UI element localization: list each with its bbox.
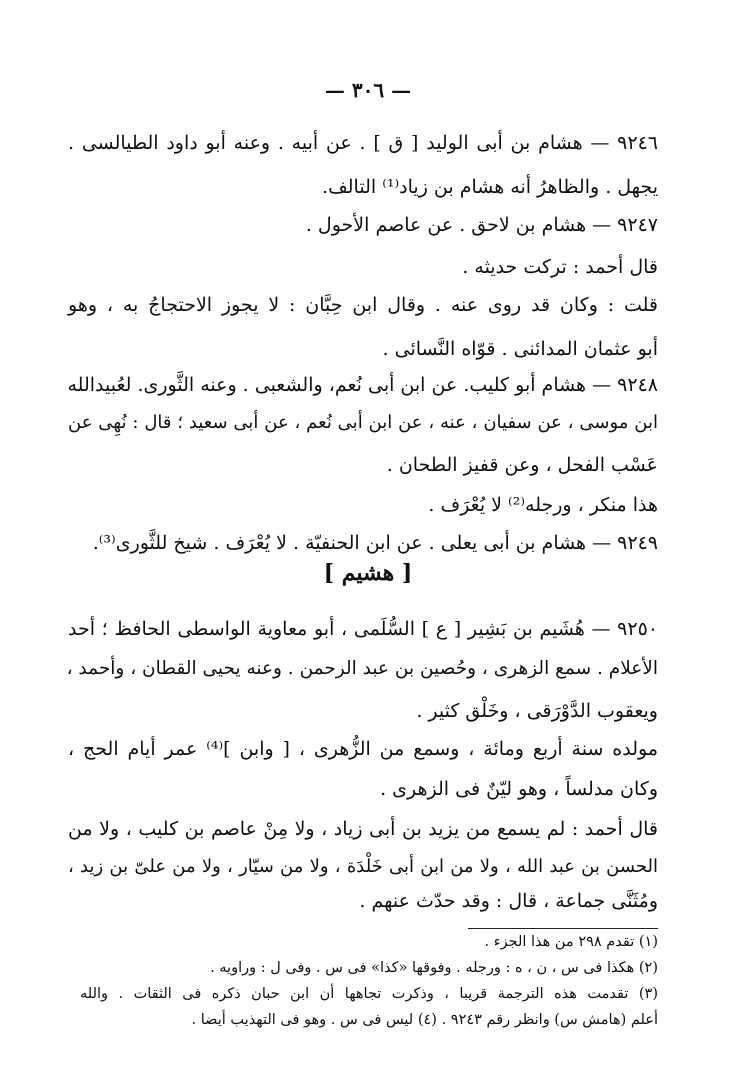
entry-9247-line-1: ٩٢٤٧ — هشام بن لاحق . عن عاصم الأحول . [305,214,658,236]
page-number: — ٣٠٦ — [324,78,412,102]
entry-9248-line-2: ابن موسى ، عن سفيان ، عنه ، عن ابن أبى نُعم ، عن أبى سعيد ؛ قال : نُهِى عن [68,412,658,433]
entry-9250-line-7: الحسن بن عبد الله ، ولا من ابن أبى خَلْدَة ، ولا من سيّار ، ولا من علىّ بن زيد ، [68,856,658,877]
entry-9247-line-4: أبو عثمان المدائنى . قوّاه النَّسائى . [382,338,658,360]
entry-9247-line-3: قلت : وكان قد روى عنه . وقال ابن حِبَّان : لا يجوز الاحتجاجُ به ، وهو [68,294,658,316]
entry-9246-line-2: يجهل . والظاهرُ أنه هشام بن زياد⁽¹⁾ التالف. [322,176,658,198]
footnote-2: (٢) هكذا فى س ، ن ، ه : ورجله . وفوقها «كذا» فى س . وفى ل : وراويه . [210,960,658,976]
entry-9250-line-3: ويعقوب الدَّوْرَقى ، وخَلْق كثير . [416,700,658,722]
footnote-3-4: أعلم (هامش س) وانظر رقم ٩٢٤٣ . (٤) ليس فى س . وهو فى التهذيب أيضا . [191,1012,658,1028]
entry-9250-line-8: ومُثَنَّى جماعة ، قال : وقد حدّث عنهم . [359,890,658,912]
entry-9250-line-2: الأعلام . سمع الزهرى ، وحُصين بن عبد الرحمن . وعنه يحيى القطان ، وأحمد ، [66,658,658,679]
entry-9249-line-1: ٩٢٤٩ — هشام بن أبى يعلى . عن ابن الحنفيّة . لا يُعْرَف . شيخ للثَّورى⁽³⁾. [92,532,658,554]
entry-9250-line-1: ٩٢٥٠ — هُشَيم بن بَشِير [ ع ] السُّلَمى ، أبو معاوية الواسطى الحافظ ؛ أحد [68,618,658,640]
footnote-1: (١) تقدم ٢٩٨ من هذا الجزء . [484,934,658,950]
entry-9250-line-5: وكان مدلساً ، وهو ليّنٌ فى الزهرى . [380,778,658,800]
entry-9250-line-6: قال أحمد : لم يسمع من يزيد بن أبى زياد ، ولا مِنْ عاصم بن كليب ، ولا من [68,818,658,840]
entry-9246-line-1: ٩٢٤٦ — هشام بن أبى الوليد [ ق ] . عن أبيه . وعنه أبو داود الطيالسى . [68,132,658,154]
entry-9247-line-2: قال أحمد : تركت حديثه . [462,256,658,278]
footnote-rule [468,928,658,929]
entry-9248-line-4: هذا منكر ، ورجله⁽²⁾ لا يُعْرَف . [428,494,658,516]
footnote-3: (٣) تقدمت هذه الترجمة قريبا ، وذكرت تجاهها أن ابن حبان ذكره فى الثقات . والله [80,986,658,1002]
section-heading: [ هشيم ] [323,560,413,586]
entry-9250-line-4: مولده سنة أربع ومائة ، وسمع من الزُّهرى ، [ وابن ]⁽⁴⁾ عمر أيام الحج ، [68,738,658,760]
entry-9248-line-3: عَسْب الفحل ، وعن قفيز الطحان . [386,454,658,476]
entry-9248-line-1: ٩٢٤٨ — هشام أبو كليب. عن ابن أبى نُعم، والشعبى . وعنه الثَّورى. لعُبيدالله [67,374,658,396]
